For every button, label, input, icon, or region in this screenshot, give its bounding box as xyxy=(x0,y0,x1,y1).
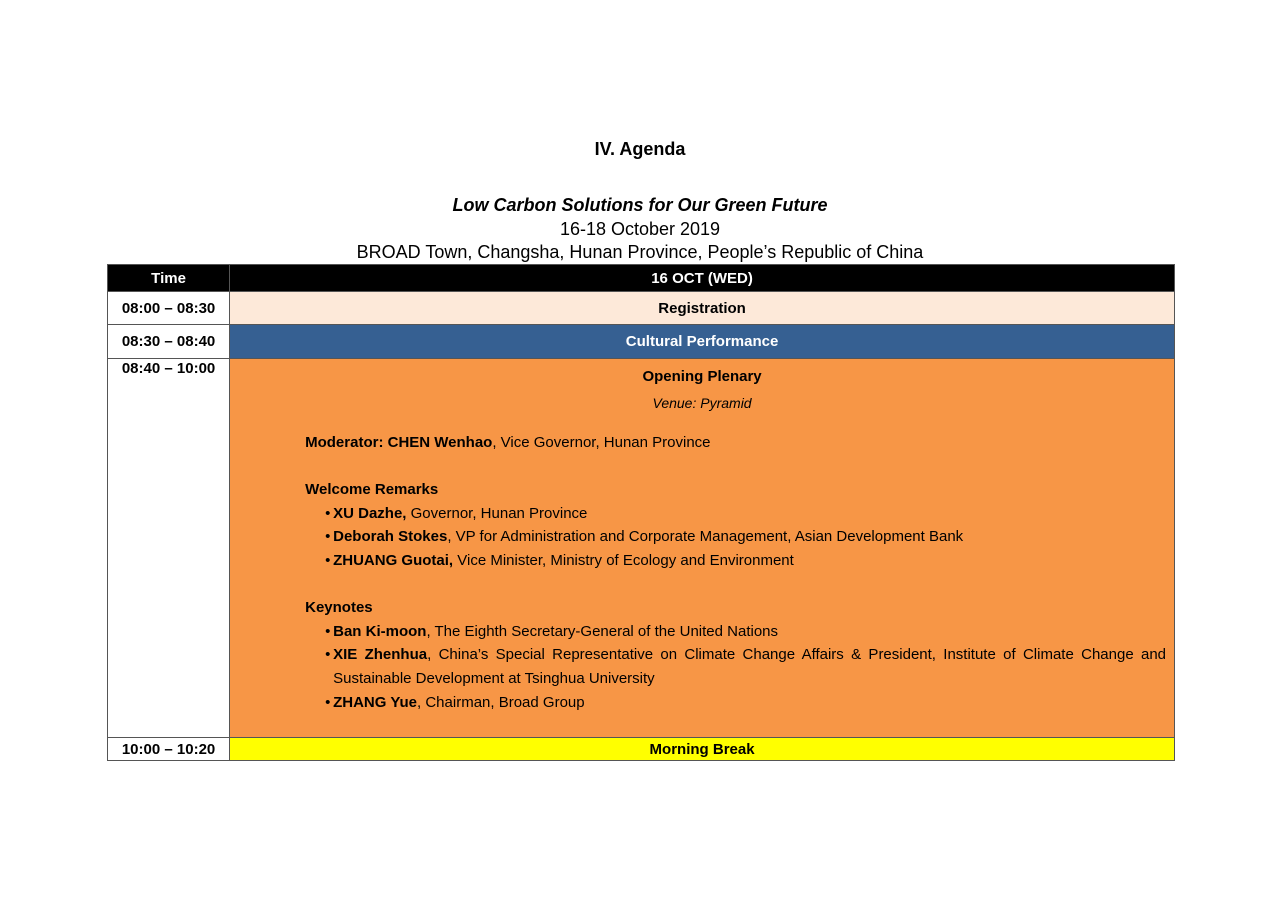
agenda-header-row xyxy=(108,265,1175,292)
speaker-name: ZHANG Yue xyxy=(333,693,418,711)
time-slot: 10:00 – 10:20 xyxy=(108,738,230,761)
speaker-name: XIE Zhenhua xyxy=(333,646,428,664)
session-registration: Registration xyxy=(230,292,1175,325)
speaker-role: Governor, Hunan Province xyxy=(406,504,588,522)
event-location: BROAD Town, Changsha, Hunan Province, People’s Republic of China xyxy=(356,242,924,262)
plenary-venue: Venue: Pyramid xyxy=(652,395,752,411)
speaker-role: , The Eighth Secretary-General of the United Nations xyxy=(426,622,779,640)
bullet-icon: • xyxy=(325,528,331,546)
header-day: 16 OCT (WED) xyxy=(230,265,1175,292)
bullet-icon: • xyxy=(325,551,331,569)
time-slot: 08:00 – 08:30 xyxy=(108,292,230,325)
table-row xyxy=(108,359,1175,738)
moderator-line xyxy=(305,431,1166,455)
table-row xyxy=(108,325,1175,359)
session-morning-break: Morning Break xyxy=(230,738,1175,761)
speaker-name: Deborah Stokes xyxy=(333,528,448,546)
table-row xyxy=(108,738,1175,761)
speaker-role: Vice Minister, Ministry of Ecology and Environment xyxy=(453,551,794,569)
session-opening-plenary xyxy=(230,359,1175,738)
time-slot: 08:40 – 10:00 xyxy=(108,359,230,738)
section-title: IV. Agenda xyxy=(594,139,686,159)
bullet-icon: • xyxy=(325,622,331,640)
list-item xyxy=(305,620,1166,644)
moderator-role: , Vice Governor, Hunan Province xyxy=(492,434,711,451)
event-date: 16-18 October 2019 xyxy=(559,219,721,239)
list-item xyxy=(305,691,1166,715)
list-item xyxy=(305,643,1166,690)
list-item xyxy=(305,502,1166,526)
speaker-role: , China’s Special Representative on Climate Change Affairs & President, Institute of Climate Change and Sustainable Development at Tsinghua University xyxy=(333,646,1166,687)
table-row xyxy=(108,292,1175,325)
header-time: Time xyxy=(108,265,230,292)
speaker-role: , VP for Administration and Corporate Management, Asian Development Bank xyxy=(447,528,964,546)
speaker-name: Ban Ki-moon xyxy=(333,622,427,640)
moderator-name: Moderator: CHEN Wenhao xyxy=(305,434,493,451)
event-title: Low Carbon Solutions for Our Green Future xyxy=(452,195,828,215)
bullet-icon: • xyxy=(325,504,331,522)
list-item xyxy=(305,525,1166,549)
keynotes-heading: Keynotes xyxy=(305,599,373,617)
speaker-name: ZHUANG Guotai, xyxy=(333,551,454,569)
agenda-table xyxy=(107,264,1175,761)
time-slot: 08:30 – 08:40 xyxy=(108,325,230,359)
session-cultural-performance: Cultural Performance xyxy=(230,325,1175,359)
speaker-role: , Chairman, Broad Group xyxy=(417,693,585,711)
speaker-name: XU Dazhe, xyxy=(333,504,407,522)
plenary-title: Opening Plenary xyxy=(642,368,762,385)
welcome-remarks-heading: Welcome Remarks xyxy=(305,481,439,499)
bullet-icon: • xyxy=(325,646,331,664)
bullet-icon: • xyxy=(325,693,331,711)
list-item xyxy=(305,549,1166,573)
